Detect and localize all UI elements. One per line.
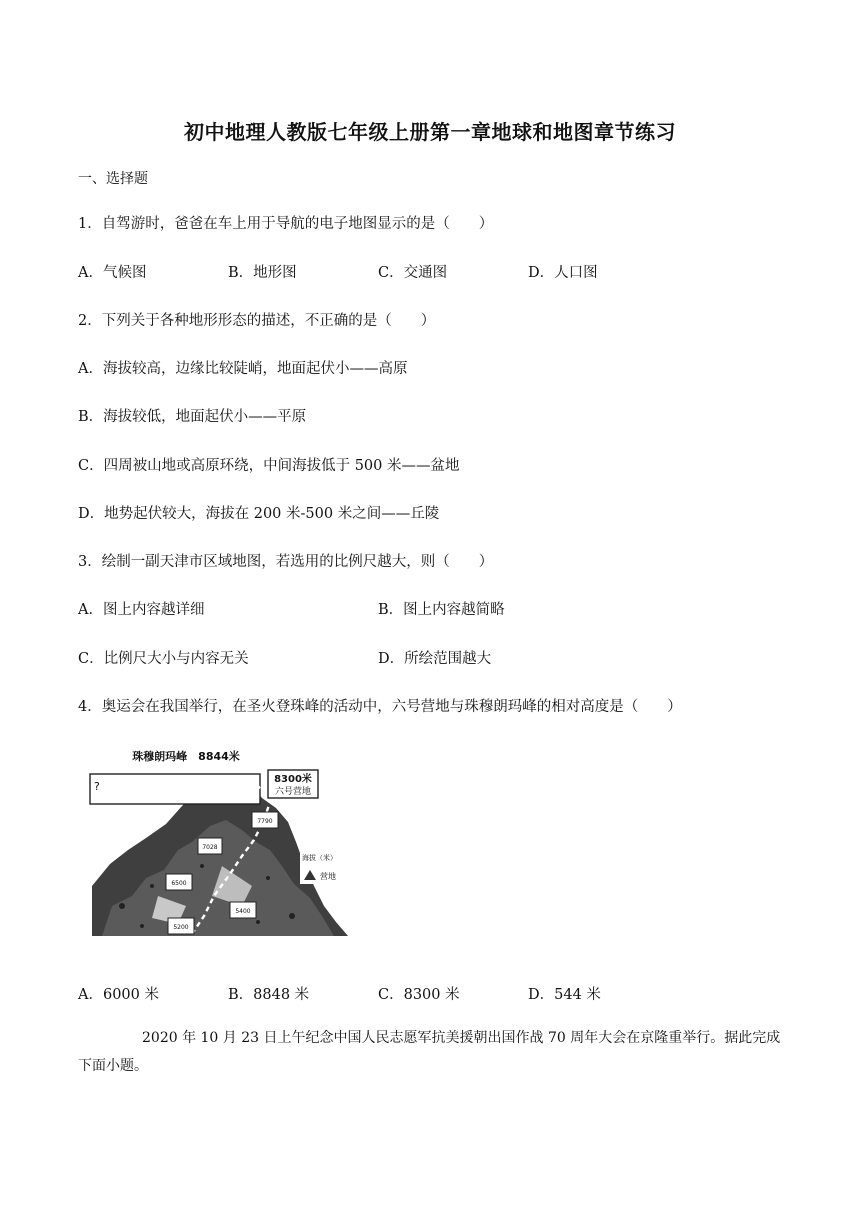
q1-option-c[interactable]: C．交通图 bbox=[378, 265, 448, 281]
q2-option-a[interactable]: A．海拔较高，边缘比较陡峭，地面起伏小——高原 bbox=[78, 361, 408, 377]
legend-camp: 营地 bbox=[320, 872, 336, 881]
question-4-stem: 4．奥运会在我国举行，在圣火登珠峰的活动中，六号营地与珠穆朗玛峰的相对高度是（ ） bbox=[78, 699, 682, 715]
page-title: 初中地理人教版七年级上册第一章地球和地图章节练习 bbox=[184, 120, 676, 144]
camp-label-5: 5200 bbox=[173, 924, 189, 931]
reading-passage: 2020 年 10 月 23 日上午纪念中国人民志愿军抗美援朝出国作战 70 周年大会在京隆重举行。据此完成下面小题。 bbox=[78, 1030, 781, 1074]
q3-option-a[interactable]: A．图上内容越详细 bbox=[78, 602, 205, 618]
question-2-stem: 2．下列关于各种地形形态的描述，不正确的是（ ） bbox=[78, 313, 436, 329]
unknown-height-mark: ? bbox=[94, 780, 100, 793]
legend-altitude: 海拔（米） bbox=[302, 854, 337, 862]
q2-option-b[interactable]: B．海拔较低，地面起伏小——平原 bbox=[78, 409, 307, 425]
q4-option-a[interactable]: A．6000 米 bbox=[78, 987, 159, 1003]
q1-option-a[interactable]: A．气候图 bbox=[78, 265, 147, 281]
q3-option-c[interactable]: C．比例尺大小与内容无关 bbox=[78, 651, 249, 667]
camp-label-1: 7790 bbox=[257, 818, 273, 825]
camp-label-3: 6500 bbox=[171, 880, 187, 887]
q1-option-d[interactable]: D．人口图 bbox=[528, 265, 598, 281]
camp6-name: 六号营地 bbox=[274, 787, 312, 797]
q4-option-d[interactable]: D．544 米 bbox=[528, 987, 601, 1003]
question-3-stem: 3．绘制一副天津市区域地图，若选用的比例尺越大，则（ ） bbox=[78, 554, 494, 570]
question-1-stem: 1．自驾游时，爸爸在车上用于导航的电子地图显示的是（ ） bbox=[78, 216, 494, 232]
q4-option-b[interactable]: B．8848 米 bbox=[228, 987, 310, 1003]
camp6-height: 8300米 bbox=[274, 774, 312, 785]
camp-label-2: 7028 bbox=[202, 844, 218, 851]
everest-route-figure bbox=[82, 746, 362, 942]
q2-option-c[interactable]: C．四周被山地或高原环绕，中间海拔低于 500 米——盆地 bbox=[78, 458, 460, 474]
camp-label-4: 5400 bbox=[235, 908, 251, 915]
q1-option-b[interactable]: B．地形图 bbox=[228, 265, 297, 281]
section-heading: 一、选择题 bbox=[78, 171, 148, 187]
q3-option-d[interactable]: D．所绘范围越大 bbox=[378, 651, 492, 667]
q4-option-c[interactable]: C．8300 米 bbox=[378, 987, 460, 1003]
q3-option-b[interactable]: B．图上内容越简略 bbox=[378, 602, 505, 618]
q2-option-d[interactable]: D．地势起伏较大，海拔在 200 米-500 米之间——丘陵 bbox=[78, 506, 440, 522]
peak-label: 珠穆朗玛峰 8844米 bbox=[132, 750, 240, 763]
